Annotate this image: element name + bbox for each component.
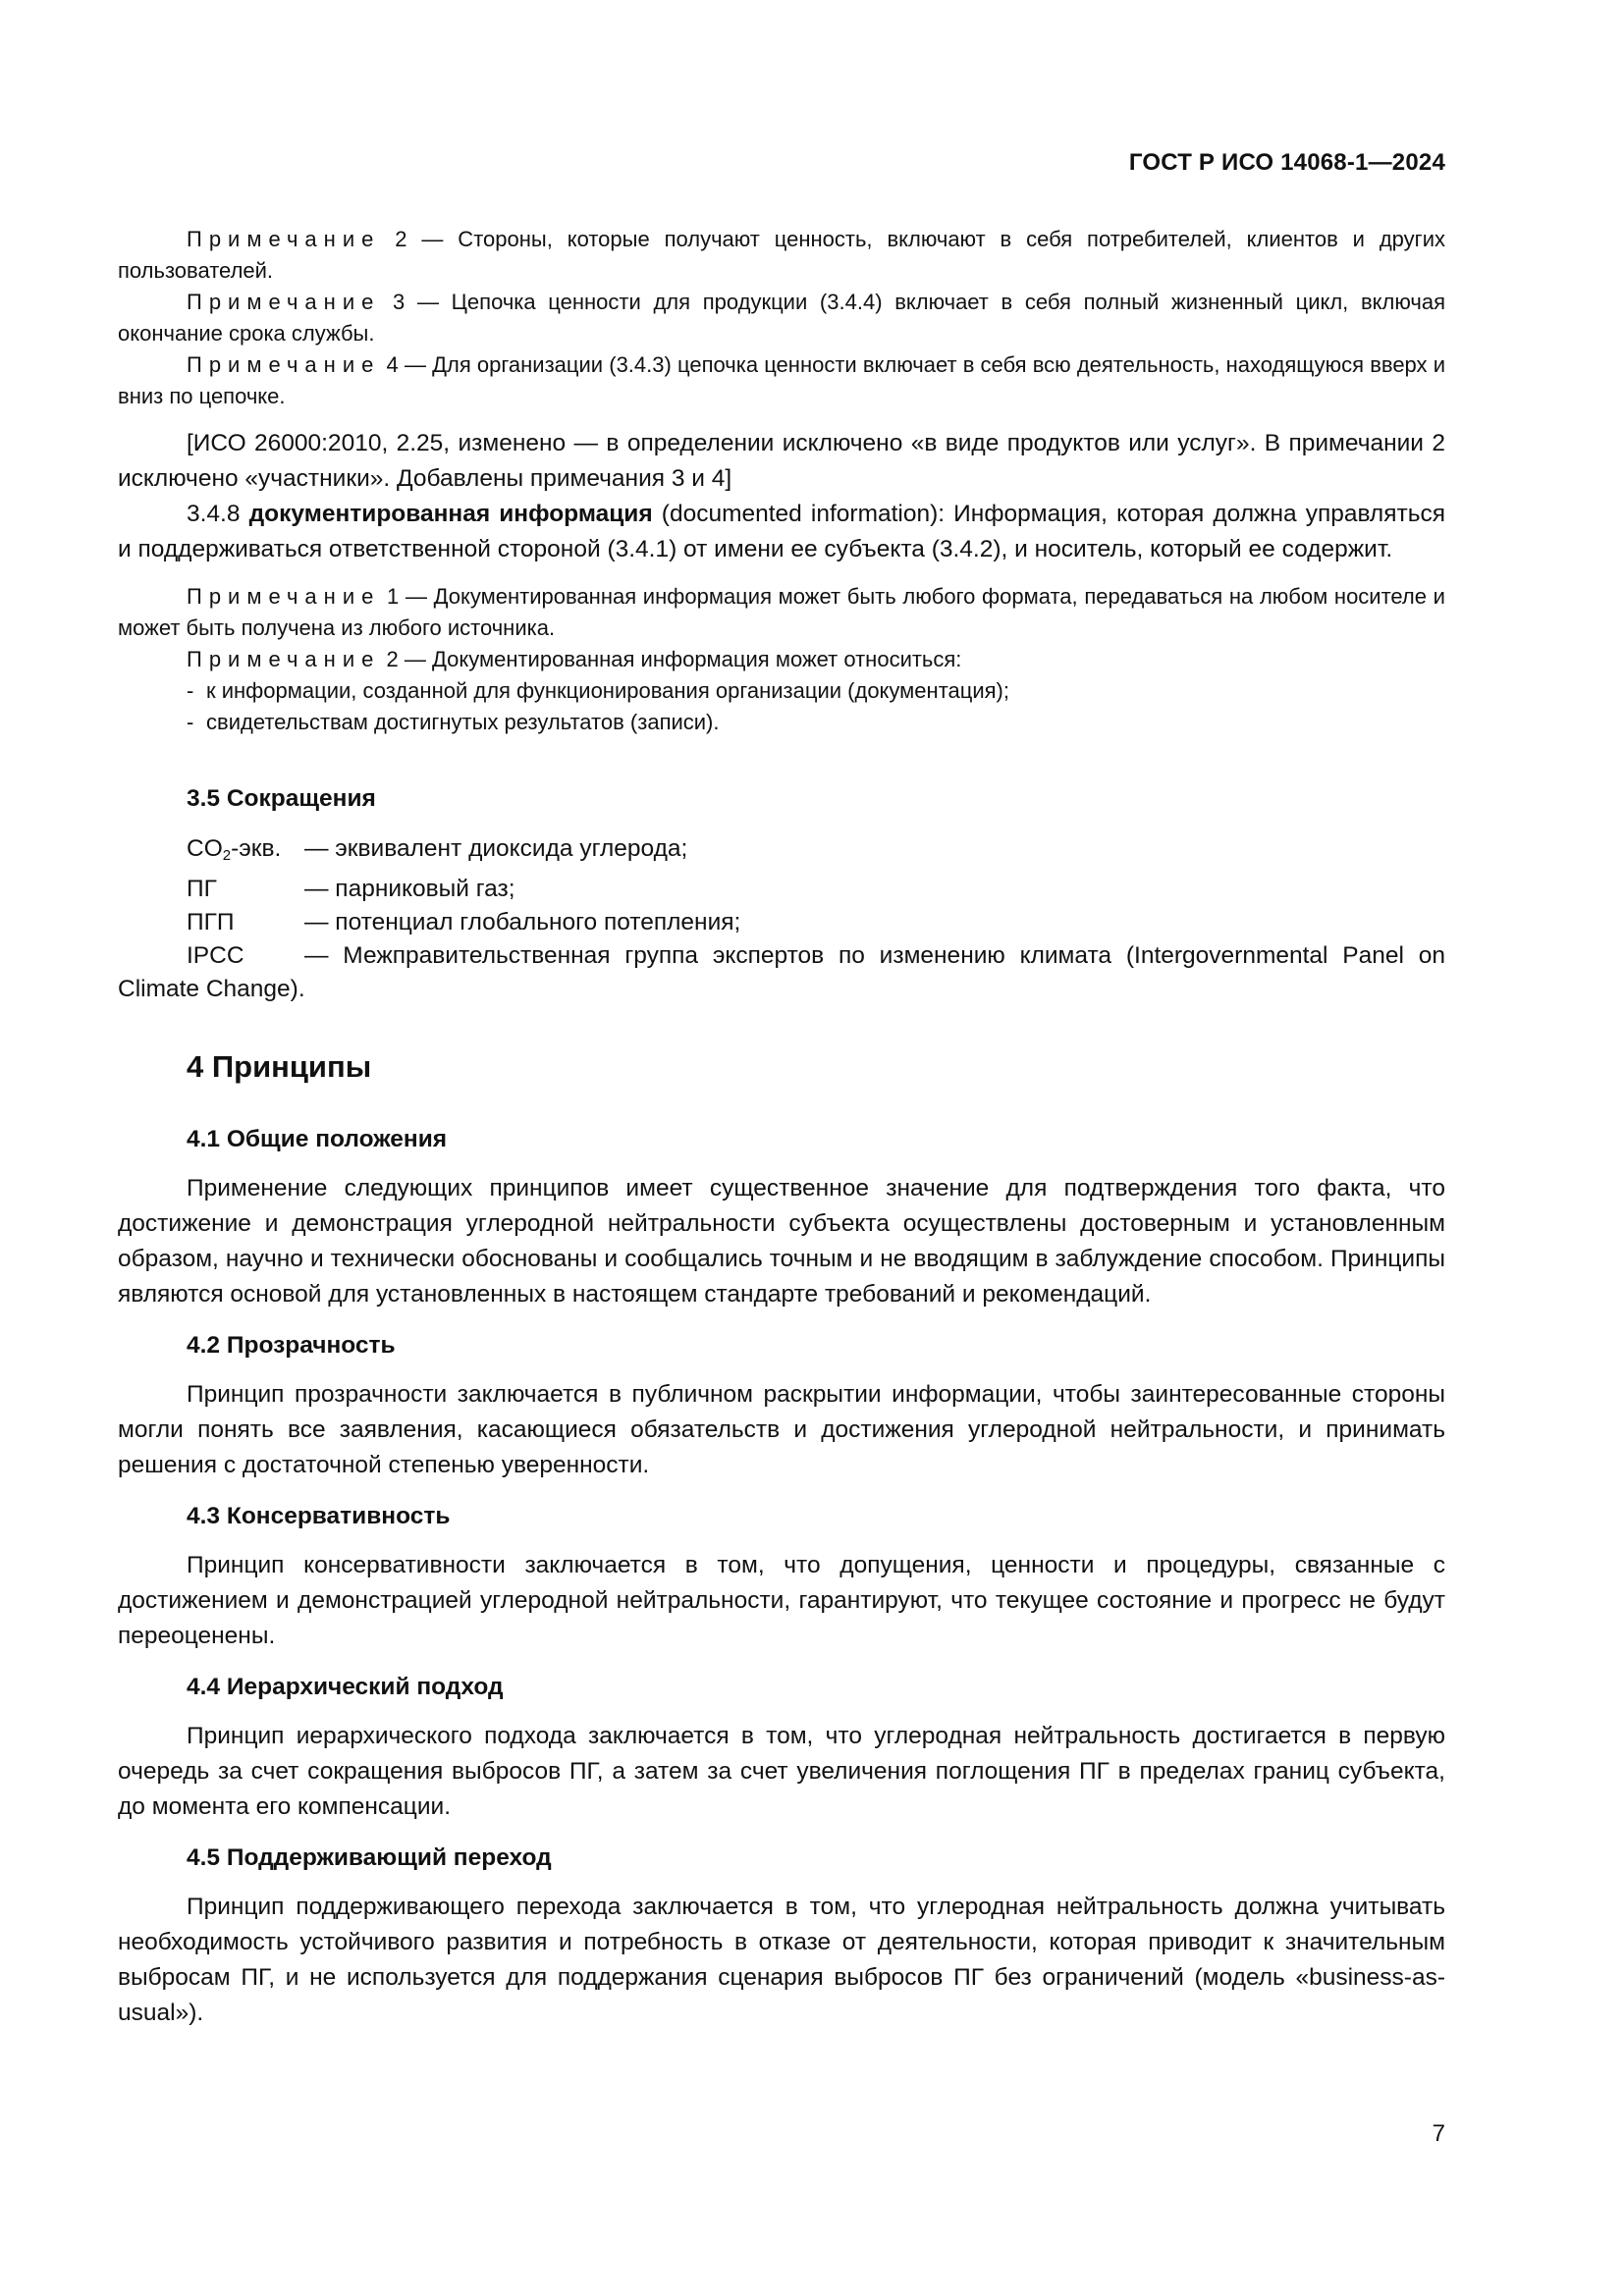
section-heading-3-5: 3.5 Сокращения — [187, 785, 376, 812]
subsection-heading-4-3: 4.3 Консервативность — [187, 1503, 451, 1529]
note-label: Примечание — [187, 227, 381, 251]
abbreviation-term: $CO_2$-экв. — [187, 835, 282, 864]
subsection-text-4-2: Принцип прозрачности заключается в публичном раскрытии информации, чтобы заинтересованные стороны могли понять все заявления, касающиеся обязательств и достижения углеродной нейтральности, и принимать решения с достаточной степенью уверенности. — [118, 1381, 1445, 1478]
page-number: 7 — [1432, 2120, 1445, 2147]
note-text: — Цепочка ценности для продукции (3.4.4) включает в себя полный жизненный цикл, включая окончание срока службы. — [118, 290, 1445, 346]
abbreviation-desc: — парниковый газ; — [304, 876, 515, 902]
term-number: 3.4.8 — [187, 501, 241, 527]
note-number: 2 — [386, 647, 399, 671]
note-number: 4 — [386, 352, 399, 377]
abbreviation-term: ПГ — [187, 876, 217, 902]
dash-list-item: - к информации, созданной для функционирования организации (документация); — [187, 678, 1009, 703]
note-1-documented — [118, 581, 1445, 644]
note-label: Примечание — [187, 647, 381, 671]
subsection-text-4-5: Принцип поддерживающего перехода заключается в том, что углеродная нейтральность должна учитывать необходимость устойчивого развития и потребность в отказе от деятельности, которая приводит к значительным выбросам ПГ, и не используется для поддержания сценария выбросов ПГ без ограничений (модель «business-as-usual»). — [118, 1894, 1445, 2026]
note-text: — Документированная информация может относиться: — [404, 647, 962, 671]
abbreviation-row — [118, 873, 1445, 906]
subsection-text-4-1: Применение следующих принципов имеет существенное значение для подтверждения того факта, что достижение и демонстрация углеродной нейтральности субъекта осуществлены достоверным и установленным образом, научно и технически обоснованы и сообщались точным и не вводящим в заблуждение способом. Принципы являются основой для установленных в настоящем стандарте требований и рекомендаций. — [118, 1175, 1445, 1308]
subsection-text-4-3: Принцип консервативности заключается в том, что допущения, ценности и процедуры, связанные с достижением и демонстрацией углеродной нейтральности, гарантируют, что текущее состояние и прогресс не будут переоценены. — [118, 1552, 1445, 1649]
standard-header: ГОСТ Р ИСО 14068-1—2024 — [1128, 149, 1445, 176]
note-text: — Документированная информация может быть любого формата, передаваться на любом носителе и может быть получена из любого источника. — [118, 584, 1445, 640]
term-name: документированная информация — [248, 501, 653, 527]
note-number: 1 — [387, 584, 400, 609]
term-definition-3-4-8 — [118, 497, 1445, 567]
note-text: — Для организации (3.4.3) цепочка ценности включает в себя всю деятельность, находящуюся вверх и вниз по цепочке. — [118, 352, 1445, 408]
abbreviation-desc: — эквивалент диоксида углерода; — [304, 835, 688, 862]
term-text: (documented information): Информация, которая должна управляться и поддерживаться ответственной стороной (3.4.1) от имени ее субъекта (3.4.2), и носитель, который ее содержит. — [118, 501, 1446, 562]
subsection-heading-4-5: 4.5 Поддерживающий переход — [187, 1844, 552, 1871]
note-text: — Стороны, которые получают ценность, включают в себя потребителей, клиентов и других пользователей. — [118, 227, 1445, 283]
abbreviation-row — [118, 832, 1445, 873]
note-number: 2 — [395, 227, 407, 251]
subsection-heading-4-4: 4.4 Иерархический подход — [187, 1674, 504, 1700]
page-body — [118, 224, 1445, 2031]
source-reference: [ИСО 26000:2010, 2.25, изменено — в определении исключено «в виде продуктов или услуг». В примечании 2 исключено «участники». Добавлены примечания 3 и 4] — [118, 430, 1445, 492]
abbreviation-desc: — Межправительственная группа экспертов по изменению климата (Intergovernmental Panel on Climate Change). — [118, 942, 1445, 1002]
note-3 — [118, 287, 1445, 349]
subsection-text-4-4: Принцип иерархического подхода заключается в том, что углеродная нейтральность достигается в первую очередь за счет сокращения выбросов ПГ, а затем за счет увеличения поглощения ПГ в пределах границ субъекта, до момента его компенсации. — [118, 1723, 1445, 1820]
note-2-documented — [118, 644, 1445, 675]
abbreviation-term: ПГП — [187, 909, 235, 935]
abbreviation-desc: — потенциал глобального потепления; — [304, 909, 741, 935]
section-heading-4: 4 Принципы — [187, 1049, 372, 1084]
note-number: 3 — [393, 290, 406, 314]
abbreviations-list — [118, 832, 1445, 1006]
note-2 — [118, 224, 1445, 287]
note-label: Примечание — [187, 352, 381, 377]
dash-list-item: - свидетельствам достигнутых результатов (записи). — [187, 710, 720, 734]
subsection-heading-4-1: 4.1 Общие положения — [187, 1126, 448, 1152]
note-label: Примечание — [187, 290, 381, 314]
note-label: Примечание — [187, 584, 381, 609]
abbreviation-term: IPCC — [187, 942, 244, 969]
note-4 — [118, 349, 1445, 412]
subsection-heading-4-2: 4.2 Прозрачность — [187, 1332, 396, 1359]
abbreviation-row — [118, 939, 1445, 1006]
abbreviation-row — [118, 906, 1445, 939]
